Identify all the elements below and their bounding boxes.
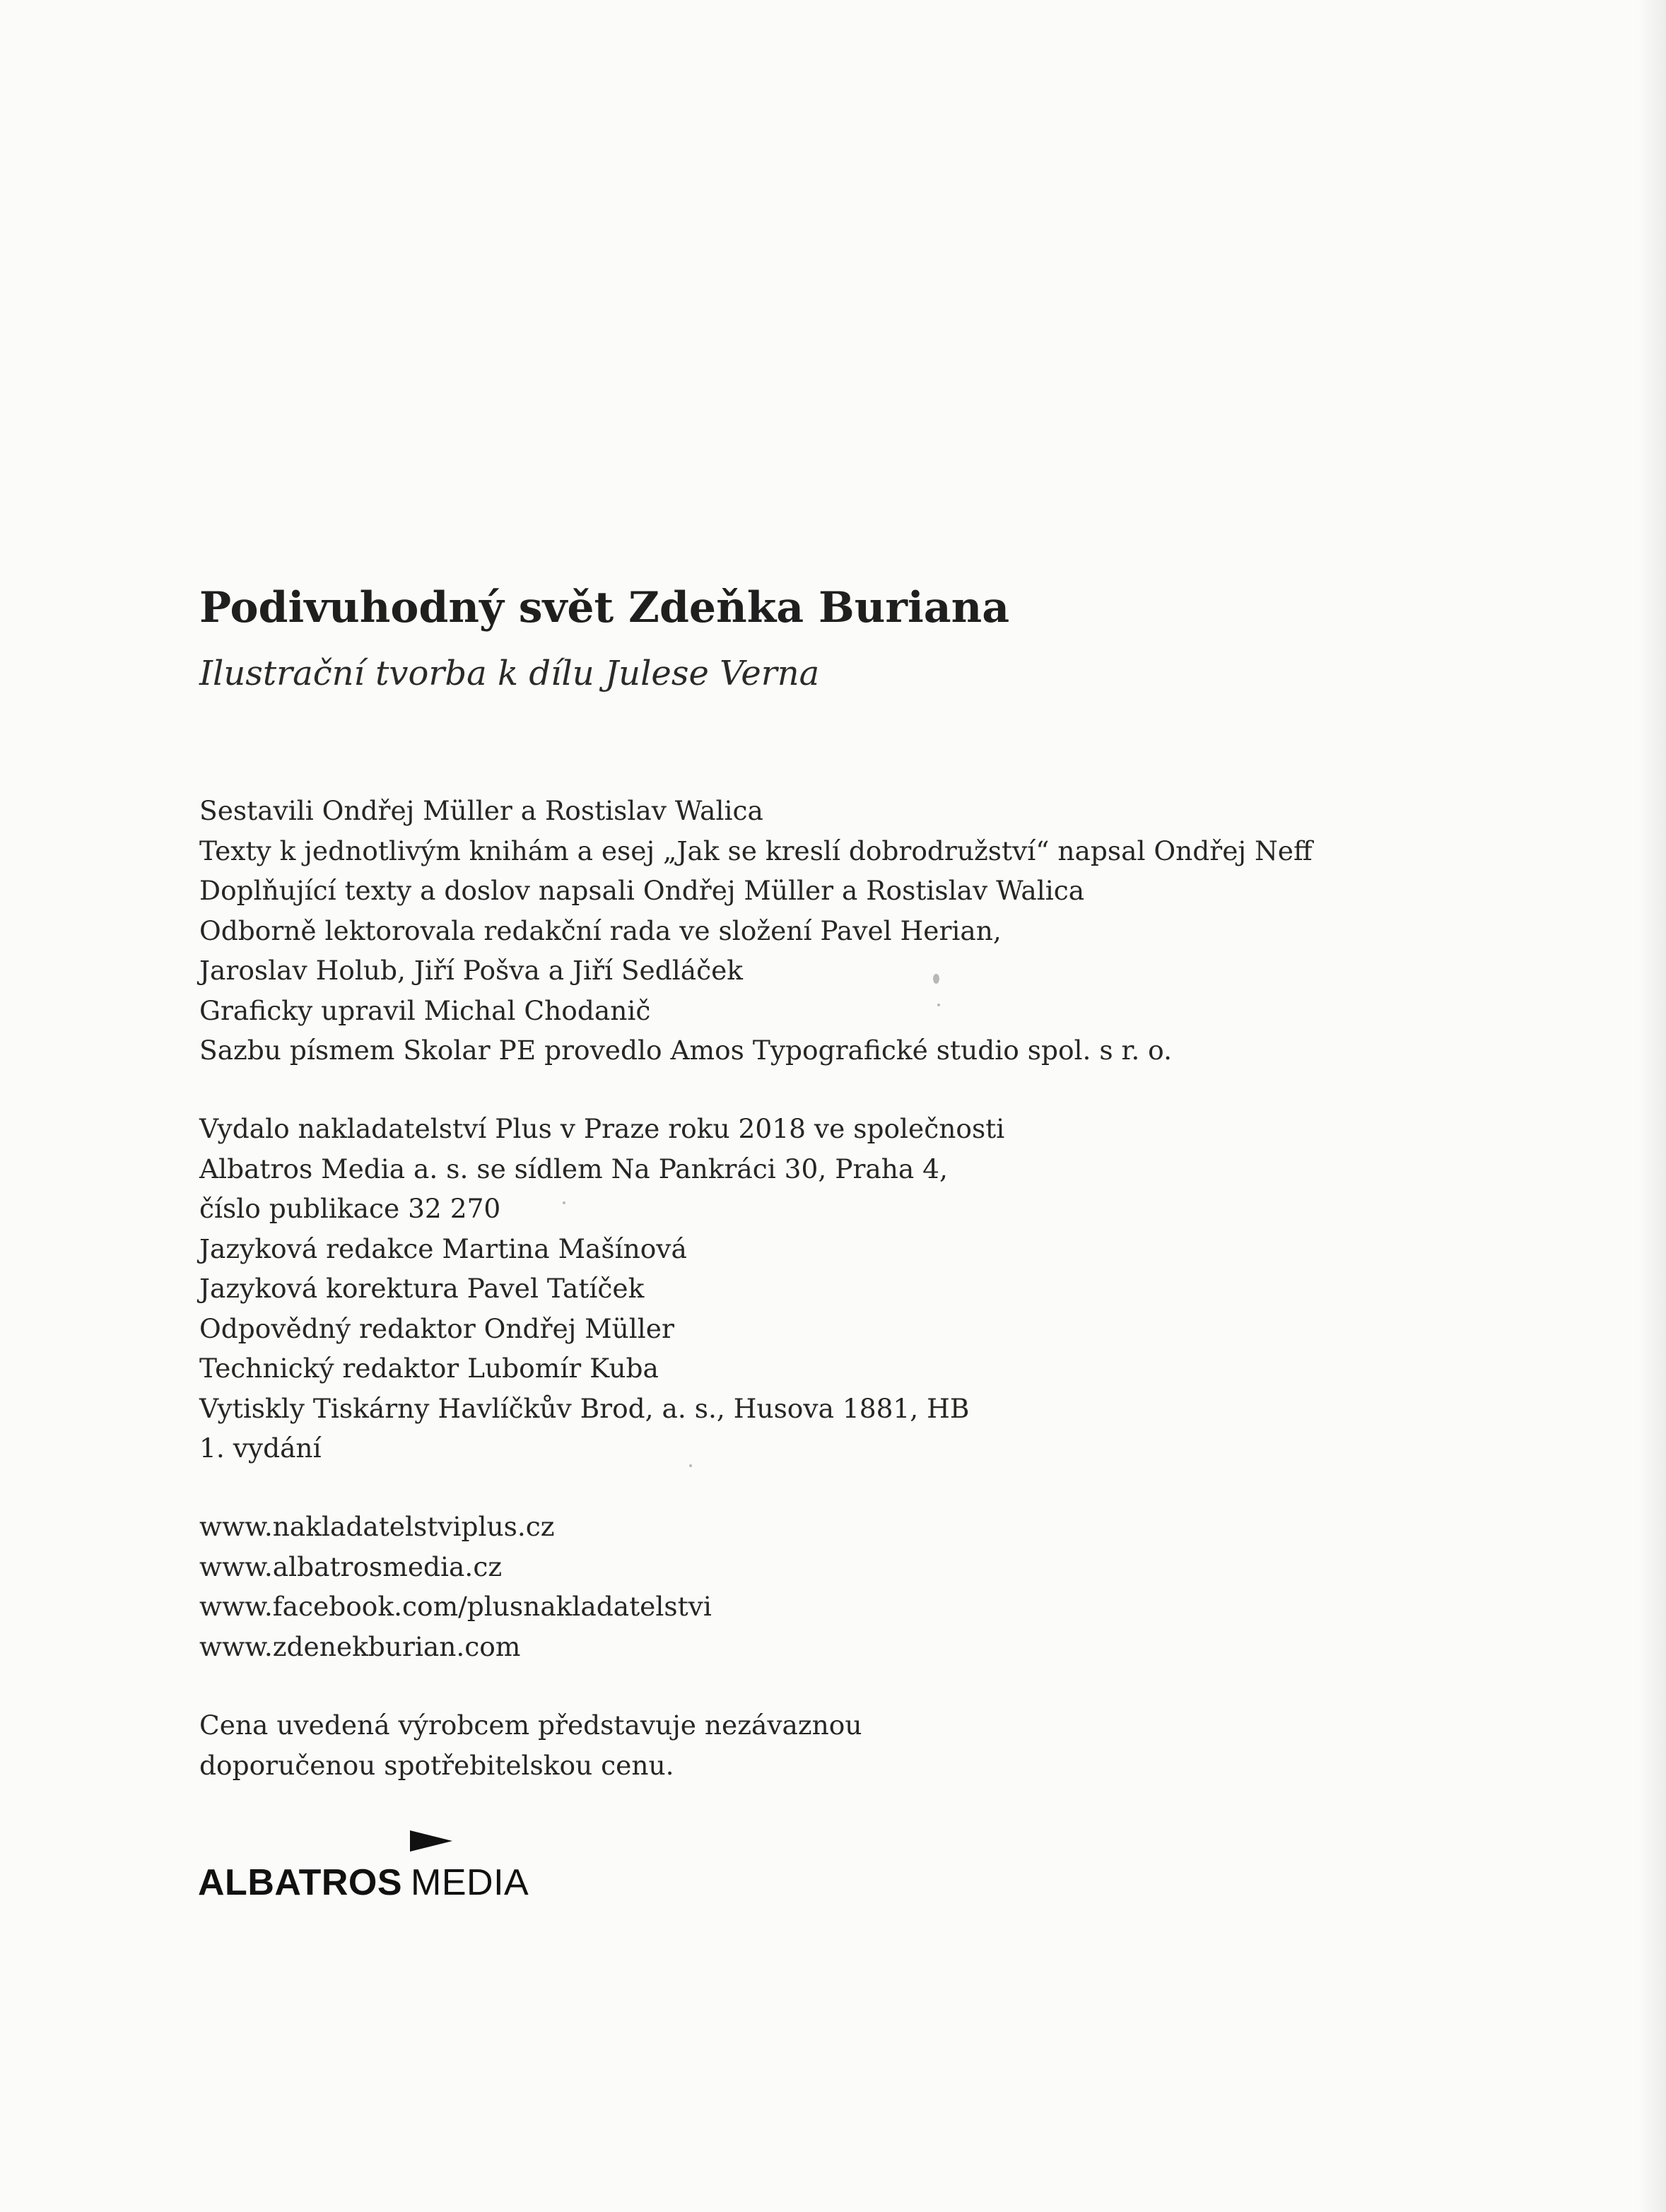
imprint-line: Albatros Media a. s. se sídlem Na Pankráci 30, Praha 4, bbox=[199, 1153, 948, 1184]
credits-block bbox=[199, 791, 1313, 1071]
paper-speck bbox=[689, 1464, 692, 1467]
logo-word-media: MEDIA bbox=[411, 1862, 529, 1903]
imprint-line: Jazyková redakce Martina Mašínová bbox=[199, 1233, 687, 1264]
imprint-line: 1. vydání bbox=[199, 1432, 322, 1464]
website-link: www.zdenekburian.com bbox=[199, 1630, 521, 1662]
price-note-block bbox=[199, 1705, 862, 1785]
imprint-line: Technický redaktor Lubomír Kuba bbox=[199, 1353, 659, 1384]
book-title: Podivuhodný svět Zdeňka Buriana bbox=[199, 583, 1010, 633]
imprint-line: Odpovědný redaktor Ondřej Müller bbox=[199, 1312, 674, 1344]
logo-wordmark bbox=[198, 1861, 529, 1904]
albatros-media-logo bbox=[198, 1830, 537, 1908]
website-link: www.nakladatelstviplus.cz bbox=[199, 1511, 555, 1542]
credits-line: Sazbu písmem Skolar PE provedlo Amos Typografické studio spol. s r. o. bbox=[199, 1035, 1173, 1066]
website-link: www.albatrosmedia.cz bbox=[199, 1551, 503, 1582]
imprint-line: Vydalo nakladatelství Plus v Praze roku 2018 ve společnosti bbox=[199, 1113, 1005, 1144]
arrow-right-icon bbox=[410, 1830, 452, 1852]
page-edge-shadow bbox=[1638, 0, 1666, 2212]
website-links-block bbox=[199, 1507, 712, 1666]
paper-speck bbox=[933, 974, 939, 984]
website-link: www.facebook.com/plusnakladatelstvi bbox=[199, 1591, 712, 1622]
paper-speck bbox=[563, 1201, 565, 1204]
credits-line: Odborně lektorovala redakční rada ve složení Pavel Herian, bbox=[199, 914, 1002, 946]
imprint-line: Vytiskly Tiskárny Havlíčkův Brod, a. s., Husova 1881, HB bbox=[199, 1392, 970, 1424]
paper-speck bbox=[937, 1004, 940, 1006]
credits-line: Jaroslav Holub, Jiří Pošva a Jiří Sedláček bbox=[199, 955, 744, 986]
imprint-line: Jazyková korektura Pavel Tatíček bbox=[199, 1273, 645, 1304]
price-note-line: Cena uvedená výrobcem představuje nezávaznou bbox=[199, 1710, 862, 1741]
imprint-line: číslo publikace 32 270 bbox=[199, 1193, 501, 1224]
logo-word-albatros: ALBATROS bbox=[198, 1862, 403, 1903]
book-subtitle: Ilustrační tvorba k dílu Julese Verna bbox=[199, 654, 820, 693]
imprint-block bbox=[199, 1109, 1004, 1469]
credits-line: Graficky upravil Michal Chodanič bbox=[199, 994, 651, 1026]
price-note-line: doporučenou spotřebitelskou cenu. bbox=[199, 1749, 674, 1781]
credits-line: Sestavili Ondřej Müller a Rostislav Walica bbox=[199, 795, 763, 826]
credits-line: Texty k jednotlivým knihám a esej „Jak se kreslí dobrodružství“ napsal Ondřej Neff bbox=[199, 835, 1313, 866]
credits-line: Doplňující texty a doslov napsali Ondřej Müller a Rostislav Walica bbox=[199, 875, 1085, 906]
